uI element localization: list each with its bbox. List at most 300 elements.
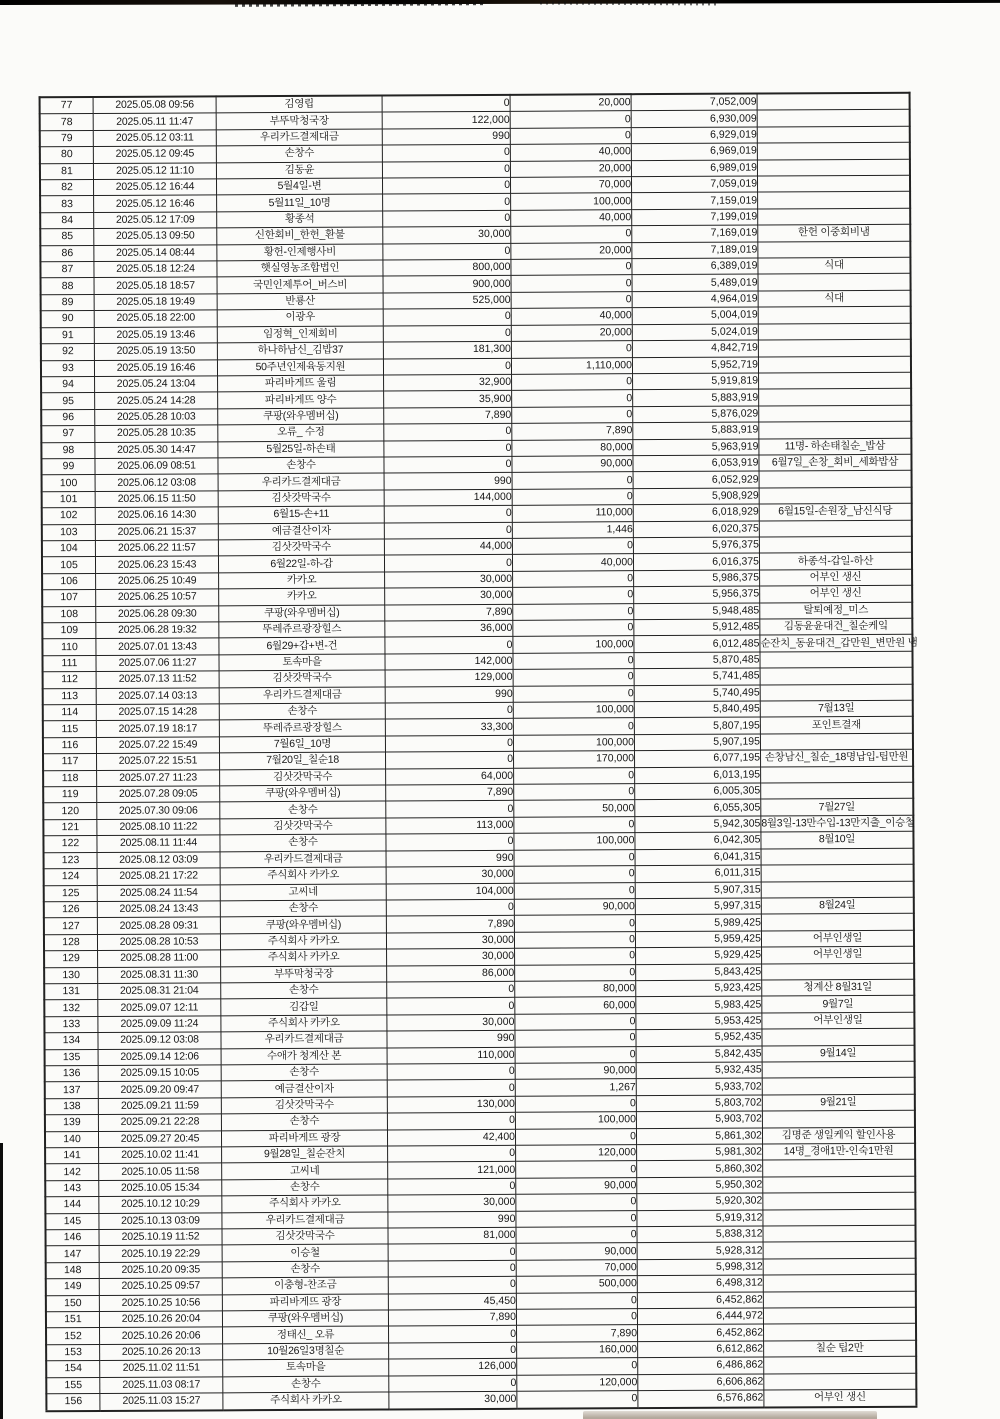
- cell-deposit: 0: [514, 817, 635, 834]
- cell-row_no: 149: [46, 1279, 100, 1296]
- cell-withdrawal: 7,890: [386, 916, 514, 933]
- cell-note: [762, 1078, 915, 1095]
- cell-note: 9월21일: [762, 1094, 915, 1111]
- cell-note: [763, 1225, 916, 1242]
- cell-datetime: 2025.08.28 09:31: [97, 917, 220, 934]
- cell-row_no: 103: [42, 524, 96, 541]
- cell-row_no: 109: [42, 622, 96, 639]
- cell-withdrawal: 130,000: [387, 1096, 515, 1113]
- cell-deposit: 40,000: [512, 554, 633, 571]
- cell-balance: 5,861,302: [636, 1128, 762, 1145]
- cell-balance: 6,055,305: [635, 799, 761, 816]
- cell-balance: 7,059,019: [631, 176, 757, 193]
- cell-balance: 7,159,019: [632, 192, 758, 209]
- cell-withdrawal: 30,000: [387, 1014, 515, 1031]
- cell-note: 청계산 8월31일: [762, 979, 915, 996]
- cell-withdrawal: 0: [386, 801, 514, 818]
- cell-deposit: 120,000: [516, 1145, 637, 1162]
- cell-row_no: 105: [42, 557, 96, 574]
- cell-description: 김동윤: [216, 162, 382, 179]
- cell-deposit: 0: [514, 767, 635, 784]
- cell-balance: 5,952,435: [636, 1029, 762, 1046]
- cell-deposit: 0: [512, 488, 633, 505]
- cell-row_no: 77: [40, 97, 94, 114]
- cell-description: 이광우: [217, 309, 383, 326]
- cell-balance: 5,976,375: [633, 537, 759, 554]
- cell-row_no: 139: [45, 1115, 99, 1132]
- cell-description: 우리카드결제대금: [218, 473, 384, 490]
- cell-balance: 6,452,862: [638, 1324, 764, 1341]
- ledger-table: [39, 92, 918, 1412]
- cell-row_no: 101: [42, 491, 96, 508]
- cell-deposit: 0: [516, 1292, 637, 1309]
- cell-datetime: 2025.05.24 14:28: [95, 392, 218, 409]
- cell-note: [757, 126, 910, 143]
- cell-description: 주식회사 카카오: [220, 867, 386, 884]
- cell-withdrawal: 0: [383, 325, 511, 342]
- cell-balance: 7,052,009: [631, 94, 757, 112]
- cell-withdrawal: 900,000: [383, 276, 511, 293]
- cell-balance: 5,908,929: [633, 488, 759, 505]
- cell-description: 고씨네: [222, 1162, 388, 1179]
- cell-withdrawal: 33,300: [385, 719, 513, 736]
- cell-note: [763, 1242, 916, 1259]
- cell-note: [758, 323, 911, 340]
- cell-deposit: 60,000: [515, 997, 636, 1014]
- cell-row_no: 94: [41, 376, 95, 393]
- cell-deposit: 0: [512, 374, 633, 391]
- cell-balance: 6,016,375: [633, 553, 759, 570]
- cell-row_no: 119: [43, 787, 97, 804]
- cell-note: [763, 1291, 916, 1308]
- cell-withdrawal: 81,000: [388, 1227, 516, 1244]
- cell-withdrawal: 0: [382, 95, 510, 113]
- scanner-left-edge-artifact: [0, 1143, 3, 1419]
- cell-row_no: 143: [45, 1180, 99, 1197]
- cell-note: [764, 1373, 917, 1390]
- cell-withdrawal: 0: [386, 752, 514, 769]
- cell-row_no: 151: [46, 1312, 100, 1329]
- cell-row_no: 88: [41, 278, 95, 295]
- cell-deposit: 170,000: [513, 751, 634, 768]
- cell-note: [761, 848, 914, 865]
- cell-withdrawal: 7,890: [386, 784, 514, 801]
- cell-note: [757, 110, 910, 127]
- cell-description: 손창수: [222, 1261, 388, 1278]
- cell-note: 8월3일-13만수입-13만지출_이승철: [761, 815, 914, 832]
- cell-withdrawal: 42,400: [387, 1129, 515, 1146]
- cell-note: [760, 651, 913, 668]
- cell-datetime: 2025.06.22 11:57: [95, 540, 218, 557]
- cell-withdrawal: 0: [388, 1178, 516, 1195]
- cell-row_no: 81: [40, 163, 94, 180]
- cell-deposit: 0: [516, 1194, 637, 1211]
- cell-withdrawal: 104,000: [386, 883, 514, 900]
- cell-row_no: 126: [44, 901, 98, 918]
- cell-withdrawal: 0: [387, 1063, 515, 1080]
- cell-deposit: 90,000: [514, 899, 635, 916]
- cell-withdrawal: 0: [384, 440, 512, 457]
- cell-withdrawal: 30,000: [385, 571, 513, 588]
- cell-datetime: 2025.11.03 15:27: [100, 1393, 223, 1411]
- cell-datetime: 2025.05.14 08:44: [94, 245, 217, 262]
- cell-description: 손창수: [221, 982, 387, 999]
- cell-balance: 5,903,702: [636, 1111, 762, 1128]
- cell-description: 우리카드결제대금: [222, 1212, 388, 1229]
- cell-note: 김동윤윤대건_칠순케잌: [760, 618, 913, 635]
- cell-row_no: 83: [40, 196, 94, 213]
- cell-description: 김영립: [216, 95, 382, 113]
- cell-balance: 6,444,972: [637, 1308, 763, 1325]
- cell-description: 6월29+갑+변-건: [219, 637, 385, 654]
- cell-description: 부뚜막청국장: [216, 112, 382, 129]
- cell-deposit: 0: [515, 1128, 636, 1145]
- cell-balance: 5,956,375: [634, 586, 760, 603]
- cell-description: 토속마을: [219, 654, 385, 671]
- cell-row_no: 121: [43, 819, 97, 836]
- cell-row_no: 136: [45, 1065, 99, 1082]
- cell-withdrawal: 0: [383, 210, 511, 227]
- cell-row_no: 115: [43, 721, 97, 738]
- cell-datetime: 2025.05.28 10:35: [95, 425, 218, 442]
- cell-withdrawal: 32,900: [384, 374, 512, 391]
- cell-row_no: 130: [44, 967, 98, 984]
- cell-balance: 5,907,315: [635, 882, 761, 899]
- cell-balance: 6,077,195: [634, 750, 760, 767]
- cell-row_no: 122: [43, 836, 97, 853]
- cell-deposit: 90,000: [516, 1177, 637, 1194]
- cell-datetime: 2025.10.26 20:13: [100, 1344, 223, 1361]
- cell-note: 하종석-갑일-하산: [759, 553, 912, 570]
- cell-balance: 6,052,929: [633, 471, 759, 488]
- cell-withdrawal: 0: [382, 177, 510, 194]
- cell-description: 파리바게뜨 광장: [222, 1294, 388, 1311]
- cell-note: 칠순 팁2만: [764, 1340, 917, 1357]
- cell-datetime: 2025.09.12 03:08: [98, 1032, 221, 1049]
- cell-row_no: 132: [44, 1000, 98, 1017]
- cell-note: [759, 421, 912, 438]
- cell-balance: 5,842,435: [636, 1046, 762, 1063]
- cell-note: [760, 733, 913, 750]
- cell-balance: 5,876,029: [633, 406, 759, 423]
- cell-row_no: 116: [43, 737, 97, 754]
- cell-withdrawal: 30,000: [387, 948, 515, 965]
- cell-balance: 6,486,862: [638, 1357, 764, 1374]
- cell-description: 우리카드결제대금: [216, 129, 382, 146]
- cell-note: [759, 520, 912, 537]
- cell-deposit: 0: [513, 603, 634, 620]
- cell-description: 카카오: [219, 588, 385, 605]
- cell-description: 황헌-인제행사비: [217, 244, 383, 261]
- cell-withdrawal: 0: [383, 194, 511, 211]
- cell-description: 우리카드결제대금: [221, 1031, 387, 1048]
- cell-description: 10월26일3명칠순: [223, 1343, 389, 1360]
- cell-withdrawal: 0: [387, 1112, 515, 1129]
- cell-balance: 6,498,312: [637, 1275, 763, 1292]
- cell-withdrawal: 30,000: [389, 1391, 517, 1409]
- cell-note: [759, 487, 912, 504]
- cell-note: [759, 389, 912, 406]
- cell-row_no: 106: [42, 573, 96, 590]
- cell-row_no: 127: [44, 918, 98, 935]
- cell-datetime: 2025.07.19 18:17: [96, 720, 219, 737]
- cell-note: 어부인 생신: [760, 585, 913, 602]
- cell-withdrawal: 144,000: [384, 489, 512, 506]
- cell-note: [758, 307, 911, 324]
- cell-datetime: 2025.07.22 15:51: [97, 753, 220, 770]
- cell-balance: 6,042,305: [635, 832, 761, 849]
- cell-note: [761, 782, 914, 799]
- cell-deposit: 100,000: [513, 735, 634, 752]
- cell-description: 예금결산이자: [221, 1080, 387, 1097]
- cell-row_no: 93: [41, 360, 95, 377]
- cell-deposit: 0: [514, 931, 635, 948]
- cell-datetime: 2025.05.30 14:47: [95, 441, 218, 458]
- cell-row_no: 99: [41, 458, 95, 475]
- cell-description: 손창수: [218, 457, 384, 474]
- cell-row_no: 84: [40, 212, 94, 229]
- cell-description: 이승철: [222, 1244, 388, 1261]
- cell-balance: 5,840,495: [634, 701, 760, 718]
- cell-withdrawal: 0: [385, 735, 513, 752]
- cell-withdrawal: 30,000: [386, 866, 514, 883]
- cell-row_no: 78: [40, 114, 94, 131]
- cell-balance: 6,452,862: [637, 1292, 763, 1309]
- cell-balance: 5,948,485: [634, 603, 760, 620]
- cell-deposit: 1,110,000: [511, 357, 632, 374]
- cell-row_no: 155: [46, 1377, 100, 1394]
- cell-row_no: 79: [40, 130, 94, 147]
- cell-description: 황종석: [217, 211, 383, 228]
- cell-deposit: 0: [510, 128, 631, 145]
- cell-datetime: 2025.07.15 14:28: [96, 704, 219, 721]
- cell-row_no: 140: [45, 1131, 99, 1148]
- cell-datetime: 2025.05.08 09:56: [93, 96, 216, 114]
- cell-datetime: 2025.08.28 11:00: [98, 950, 221, 967]
- cell-balance: 4,964,019: [632, 291, 758, 308]
- cell-datetime: 2025.11.03 08:17: [100, 1377, 223, 1394]
- cell-description: 우리카드결제대금: [220, 851, 386, 868]
- cell-datetime: 2025.06.09 08:51: [95, 458, 218, 475]
- cell-withdrawal: 129,000: [385, 670, 513, 687]
- cell-datetime: 2025.05.12 16:46: [94, 195, 217, 212]
- cell-withdrawal: 0: [384, 555, 512, 572]
- cell-balance: 6,612,862: [638, 1341, 764, 1358]
- cell-deposit: 50,000: [514, 800, 635, 817]
- cell-row_no: 86: [40, 245, 94, 262]
- cell-balance: 5,740,495: [634, 685, 760, 702]
- cell-note: 9월7일: [762, 996, 915, 1013]
- table-row: [46, 1389, 916, 1410]
- cell-datetime: 2025.08.11 11:44: [97, 835, 220, 852]
- cell-withdrawal: 86,000: [387, 965, 515, 982]
- cell-description: 주식회사 카카오: [220, 933, 386, 950]
- cell-row_no: 89: [41, 294, 95, 311]
- scanner-streak-artifact: [540, 2, 720, 6]
- cell-description: 50주년인제육동지원: [217, 358, 383, 375]
- cell-balance: 4,842,719: [632, 340, 758, 357]
- cell-description: 주식회사 카카오: [221, 1015, 387, 1032]
- cell-deposit: 70,000: [516, 1260, 637, 1277]
- cell-datetime: 2025.05.18 19:49: [94, 294, 217, 311]
- cell-row_no: 125: [44, 885, 98, 902]
- cell-note: [760, 667, 913, 684]
- cell-note: 순잔치_동윤대건_갑만원_변만원 냄: [760, 635, 913, 652]
- cell-row_no: 137: [45, 1082, 99, 1099]
- cell-datetime: 2025.06.21 15:37: [95, 523, 218, 540]
- cell-note: [758, 192, 911, 209]
- cell-note: [758, 274, 911, 291]
- cell-row_no: 145: [45, 1213, 99, 1230]
- cell-description: 김갑일: [221, 998, 387, 1015]
- cell-withdrawal: 44,000: [384, 538, 512, 555]
- cell-datetime: 2025.10.05 11:58: [99, 1163, 222, 1180]
- cell-datetime: 2025.06.25 10:49: [96, 573, 219, 590]
- cell-balance: 5,843,425: [636, 964, 762, 981]
- cell-withdrawal: 142,000: [385, 653, 513, 670]
- cell-datetime: 2025.08.24 13:43: [97, 901, 220, 918]
- cell-datetime: 2025.05.12 09:45: [93, 146, 216, 163]
- cell-row_no: 120: [43, 803, 97, 820]
- cell-row_no: 153: [46, 1344, 100, 1361]
- cell-row_no: 131: [44, 983, 98, 1000]
- cell-deposit: 0: [513, 587, 634, 604]
- cell-description: 주식회사 카카오: [222, 1195, 388, 1212]
- cell-note: [761, 881, 914, 898]
- cell-withdrawal: 990: [382, 128, 510, 145]
- cell-datetime: 2025.07.22 15:49: [96, 737, 219, 754]
- cell-note: [763, 1258, 916, 1275]
- cell-withdrawal: 990: [386, 850, 514, 867]
- cell-row_no: 141: [45, 1147, 99, 1164]
- cell-note: 8월24일: [761, 897, 914, 914]
- cell-deposit: 0: [513, 718, 634, 735]
- cell-withdrawal: 7,890: [385, 604, 513, 621]
- cell-row_no: 80: [40, 147, 94, 164]
- cell-description: 쿠팡(와우멤버십): [220, 916, 386, 933]
- cell-balance: 5,953,425: [636, 1013, 762, 1030]
- cell-balance: 5,933,702: [636, 1078, 762, 1095]
- cell-withdrawal: 30,000: [386, 932, 514, 949]
- cell-balance: 5,998,312: [637, 1259, 763, 1276]
- cell-balance: 5,989,425: [635, 914, 761, 931]
- cell-row_no: 134: [44, 1033, 98, 1050]
- cell-note: [762, 1028, 915, 1045]
- cell-withdrawal: 0: [387, 998, 515, 1015]
- cell-balance: 5,932,435: [636, 1062, 762, 1079]
- cell-description: 수애가 청계산 본: [221, 1048, 387, 1065]
- cell-deposit: 0: [511, 226, 632, 243]
- cell-deposit: 0: [514, 866, 635, 883]
- cell-row_no: 82: [40, 180, 94, 197]
- cell-balance: 5,981,302: [637, 1144, 763, 1161]
- cell-datetime: 2025.09.21 22:28: [98, 1114, 221, 1131]
- cell-description: 손창수: [220, 900, 386, 917]
- cell-balance: 5,912,485: [634, 619, 760, 636]
- cell-withdrawal: 0: [384, 456, 512, 473]
- cell-datetime: 2025.05.24 13:04: [95, 376, 218, 393]
- cell-note: 어부인생일: [762, 1012, 915, 1029]
- cell-row_no: 154: [46, 1361, 100, 1378]
- cell-balance: 6,053,919: [633, 455, 759, 472]
- cell-note: [763, 1176, 916, 1193]
- cell-deposit: 100,000: [515, 1112, 636, 1129]
- cell-datetime: 2025.05.18 18:57: [94, 277, 217, 294]
- cell-description: 뚜레쥬르광장힐스: [219, 719, 385, 736]
- cell-description: 주식회사 카카오: [221, 949, 387, 966]
- cell-withdrawal: 990: [385, 686, 513, 703]
- cell-withdrawal: 0: [388, 1260, 516, 1277]
- cell-withdrawal: 0: [385, 702, 513, 719]
- cell-row_no: 150: [46, 1295, 100, 1312]
- cell-withdrawal: 800,000: [383, 259, 511, 276]
- cell-balance: 5,004,019: [632, 307, 758, 324]
- cell-deposit: 90,000: [515, 1063, 636, 1080]
- cell-datetime: 2025.11.02 11:51: [100, 1360, 223, 1377]
- cell-balance: 5,024,019: [632, 324, 758, 341]
- cell-note: [761, 914, 914, 931]
- cell-description: 파리바게뜨 광장: [221, 1130, 387, 1147]
- cell-note: [761, 766, 914, 783]
- cell-row_no: 113: [43, 688, 97, 705]
- cell-deposit: 0: [512, 538, 633, 555]
- cell-deposit: 40,000: [511, 308, 632, 325]
- cell-datetime: 2025.06.28 09:30: [96, 605, 219, 622]
- cell-description: 손창수: [221, 1113, 387, 1130]
- cell-balance: 7,199,019: [632, 209, 758, 226]
- cell-datetime: 2025.05.12 16:44: [93, 179, 216, 196]
- cell-row_no: 114: [43, 705, 97, 722]
- cell-datetime: 2025.09.15 10:05: [98, 1065, 221, 1082]
- cell-balance: 5,883,919: [633, 389, 759, 406]
- cell-deposit: 0: [511, 259, 632, 276]
- cell-balance: 6,389,019: [632, 258, 758, 275]
- cell-row_no: 138: [45, 1098, 99, 1115]
- cell-note: 6월15일-손원장_남신식당: [759, 503, 912, 520]
- cell-balance: 5,803,702: [636, 1095, 762, 1112]
- cell-note: [764, 1324, 917, 1341]
- cell-datetime: 2025.08.24 11:54: [97, 884, 220, 901]
- cell-note: [759, 471, 912, 488]
- cell-balance: 5,963,919: [633, 439, 759, 456]
- cell-balance: 5,807,195: [634, 717, 760, 734]
- cell-description: 쿠팡(와우멤버십): [220, 785, 386, 802]
- cell-deposit: 90,000: [516, 1243, 637, 1260]
- cell-row_no: 124: [44, 869, 98, 886]
- cell-deposit: 7,890: [517, 1325, 638, 1342]
- cell-deposit: 20,000: [510, 94, 631, 112]
- cell-description: 손창수: [220, 834, 386, 851]
- cell-deposit: 0: [513, 669, 634, 686]
- cell-balance: 5,959,425: [635, 931, 761, 948]
- cell-description: 김삿갓막국수: [221, 1097, 387, 1114]
- cell-description: 6월22일-하-갑: [218, 555, 384, 572]
- cell-deposit: 20,000: [511, 324, 632, 341]
- cell-row_no: 96: [41, 409, 95, 426]
- cell-row_no: 92: [41, 344, 95, 361]
- cell-balance: 5,997,315: [635, 898, 761, 915]
- cell-balance: 7,169,019: [632, 225, 758, 242]
- cell-note: [759, 372, 912, 389]
- cell-description: 반룡산: [217, 293, 383, 310]
- cell-deposit: 7,890: [512, 423, 633, 440]
- scanner-smudge-artifact: [583, 1411, 877, 1419]
- cell-note: [764, 1356, 917, 1373]
- cell-row_no: 135: [45, 1049, 99, 1066]
- cell-note: [759, 536, 912, 553]
- cell-withdrawal: 0: [383, 309, 511, 326]
- cell-datetime: 2025.08.12 03:09: [97, 852, 220, 869]
